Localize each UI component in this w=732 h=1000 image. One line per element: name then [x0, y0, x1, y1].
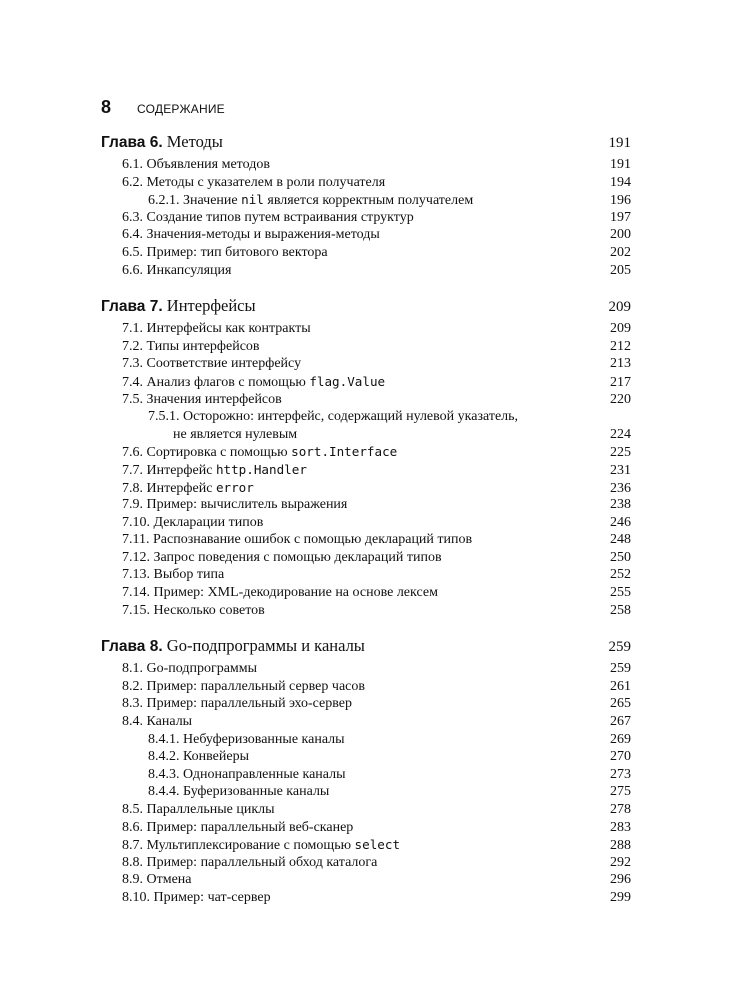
code-identifier: nil	[241, 192, 264, 208]
chapter-page-number: 191	[608, 135, 631, 151]
section-entry	[101, 819, 631, 837]
entry-title	[101, 531, 472, 549]
entry-text: Пример: тип битового вектора	[146, 244, 328, 260]
entry-page-number: 224	[610, 426, 631, 442]
chapter-heading	[101, 295, 631, 317]
entry-page-number: 225	[610, 445, 631, 461]
section-entry	[101, 660, 631, 678]
entry-text: Буферизованные каналы	[183, 784, 330, 800]
entry-page-number: 236	[610, 480, 631, 496]
entry-text: Интерфейс	[146, 480, 216, 496]
entry-title	[101, 695, 352, 713]
entry-number: 7.2.	[122, 338, 143, 354]
entry-page-number: 220	[610, 391, 631, 407]
entry-number: 7.9.	[122, 497, 143, 513]
entry-text: Пример: чат-сервер	[153, 889, 271, 905]
section-entry	[101, 174, 631, 192]
chapter-title-group	[101, 635, 365, 658]
entry-number: 7.13.	[122, 567, 150, 583]
entry-text: Небуферизованные каналы	[183, 731, 345, 747]
entry-text: является корректным получателем	[263, 193, 474, 209]
entry-title	[101, 713, 192, 731]
entry-number: 7.11.	[122, 532, 150, 548]
entry-title	[101, 854, 377, 872]
entry-page-number: 261	[610, 678, 631, 694]
section-entry	[101, 320, 631, 338]
entry-text: Декларации типов	[153, 514, 264, 530]
table-of-contents	[101, 131, 631, 907]
entry-page-number: 275	[610, 784, 631, 800]
entry-title	[101, 748, 249, 766]
entry-number: 7.4.	[122, 374, 143, 390]
entry-title	[101, 678, 365, 696]
section-entry	[101, 678, 631, 696]
entry-page-number: 217	[610, 374, 631, 390]
entry-number: 7.8.	[122, 480, 143, 496]
section-entry	[101, 695, 631, 713]
entry-page-number: 270	[610, 749, 631, 765]
page-number: 8	[101, 97, 112, 117]
chapter-title: Go-подпрограммы и каналы	[166, 636, 365, 656]
chapter-page-number: 209	[608, 299, 631, 316]
entry-text: Запрос поведения с помощью деклараций типов	[153, 549, 442, 565]
entry-text: Значение	[183, 193, 242, 209]
entry-page-number: 255	[610, 585, 631, 601]
entry-text: Методы с указателем в роли получателя	[146, 174, 386, 190]
subsection-entry	[101, 731, 631, 749]
entry-text: Соответствие интерфейсу	[146, 356, 302, 372]
entry-text: не является нулевым	[173, 426, 298, 442]
entry-title	[101, 889, 271, 907]
section-entry	[101, 854, 631, 872]
entry-number: 6.4.	[122, 227, 143, 243]
entry-page-number: 252	[610, 567, 631, 583]
entry-page-number: 212	[610, 338, 631, 354]
entry-page-number: 283	[610, 819, 631, 835]
entry-text: Интерфейсы как контракты	[146, 321, 311, 337]
entry-page-number: 278	[610, 802, 631, 817]
section-entry	[101, 496, 631, 514]
entry-text: Значения интерфейсов	[146, 391, 282, 407]
chapter-title-group	[101, 295, 256, 318]
entry-title	[101, 426, 297, 444]
entry-number: 8.1.	[122, 661, 143, 677]
subsection-entry	[101, 783, 631, 801]
entry-title	[101, 801, 275, 819]
entry-page-number: 299	[610, 889, 631, 905]
entry-page-number: 238	[610, 497, 631, 513]
section-entry	[101, 461, 631, 479]
entry-page-number: 246	[610, 514, 631, 530]
entry-title	[101, 209, 414, 227]
entry-title	[101, 566, 224, 584]
entry-text: Анализ флагов с помощью	[146, 374, 310, 390]
entry-text: Однонаправленные каналы	[183, 766, 346, 782]
section-entry	[101, 836, 631, 854]
entry-title	[101, 660, 257, 678]
entry-text: Пример: параллельный сервер часов	[146, 678, 365, 694]
entry-title	[101, 731, 345, 749]
section-entry	[101, 479, 631, 497]
section-entry	[101, 209, 631, 227]
entry-number: 7.6.	[122, 445, 143, 461]
entry-page-number: 231	[610, 462, 631, 478]
entry-page-number: 194	[610, 174, 631, 190]
entry-page-number: 197	[610, 209, 631, 225]
entry-number: 8.5.	[122, 802, 143, 817]
entry-page-number: 259	[610, 661, 631, 677]
section-entry	[101, 262, 631, 280]
entry-title	[101, 373, 385, 392]
section-entry	[101, 889, 631, 907]
entry-number: 8.7.	[122, 838, 143, 854]
entry-text: Осторожно: интерфейс, содержащий нулевой указатель,	[183, 409, 519, 425]
entry-title	[101, 174, 385, 192]
section-entry	[101, 156, 631, 174]
entry-text: Типы интерфейсов	[146, 338, 260, 354]
entry-text: Несколько советов	[153, 602, 265, 618]
section-entry	[101, 426, 631, 444]
section-entry	[101, 871, 631, 889]
entry-text: Создание типов путем встраивания структур	[146, 209, 414, 225]
entry-title	[101, 584, 438, 602]
entry-title	[101, 496, 347, 514]
subsection-entry	[101, 748, 631, 766]
entry-text: Объявления методов	[146, 157, 270, 172]
chapter-label: Глава 6.	[101, 134, 163, 151]
entry-page-number: 202	[610, 244, 631, 260]
entry-number: 7.10.	[122, 514, 150, 530]
entry-text: Пример: параллельный обход каталога	[146, 854, 378, 870]
entry-text: Каналы	[146, 714, 193, 730]
chapter-title: Методы	[166, 132, 223, 151]
entry-title	[101, 443, 397, 462]
entry-number: 7.5.	[122, 391, 143, 407]
section-entry	[101, 373, 631, 391]
entry-text: Параллельные циклы	[146, 802, 275, 817]
entry-number: 7.1.	[122, 321, 143, 337]
chapter-title-group	[101, 131, 223, 154]
chapter-label: Глава 7.	[101, 298, 163, 316]
entry-page-number: 267	[610, 714, 631, 730]
section-entry	[101, 549, 631, 567]
entry-title	[101, 156, 270, 174]
section-entry	[101, 355, 631, 373]
entry-title	[101, 355, 301, 373]
entry-page-number: 196	[610, 193, 631, 209]
entry-text: Пример: вычислитель выражения	[146, 497, 348, 513]
section-heading: СОДЕРЖАНИЕ	[137, 102, 225, 116]
entry-page-number: 191	[610, 157, 631, 172]
entry-page-number: 250	[610, 549, 631, 565]
section-entry	[101, 713, 631, 731]
entry-text: Сортировка с помощью	[146, 445, 292, 461]
chapter-heading	[101, 635, 631, 657]
entry-number: 7.7.	[122, 462, 143, 478]
entry-number: 8.10.	[122, 889, 150, 905]
entry-text: Отмена	[146, 872, 192, 888]
running-head	[101, 97, 225, 117]
entry-title	[101, 320, 311, 338]
entry-text: Выбор типа	[153, 567, 225, 583]
section-entry	[101, 801, 631, 819]
entry-title	[101, 338, 260, 356]
entry-page-number: 258	[610, 602, 631, 618]
entry-title	[101, 871, 192, 889]
entry-title	[101, 191, 473, 210]
section-entry	[101, 531, 631, 549]
entry-number: 8.8.	[122, 854, 143, 870]
entry-title	[101, 602, 265, 620]
entry-number: 8.4.3.	[148, 766, 180, 782]
entry-number: 7.12.	[122, 549, 150, 565]
entry-title	[101, 479, 254, 498]
section-entry	[101, 602, 631, 620]
entry-page-number: 292	[610, 854, 631, 870]
entry-title	[101, 226, 380, 244]
entry-number: 6.2.1.	[148, 193, 180, 209]
code-identifier: select	[354, 837, 401, 853]
entry-title	[101, 461, 307, 480]
entry-text: Инкапсуляция	[146, 262, 232, 278]
code-identifier: error	[215, 479, 254, 495]
subsection-entry	[101, 408, 631, 426]
subsection-entry	[101, 191, 631, 209]
entry-text: Распознавание ошибок с помощью деклараций типов	[152, 532, 473, 548]
entry-title	[101, 391, 282, 409]
entry-page-number: 213	[610, 356, 631, 372]
entry-title	[101, 408, 518, 426]
entry-number: 7.15.	[122, 602, 150, 618]
section-entry	[101, 391, 631, 409]
section-entry	[101, 338, 631, 356]
entry-number: 6.2.	[122, 174, 143, 190]
entry-text: Конвейеры	[183, 749, 249, 765]
chapter-title: Интерфейсы	[166, 296, 256, 316]
entry-title	[101, 766, 346, 784]
entry-title	[101, 514, 263, 532]
entry-number: 8.4.1.	[148, 731, 180, 747]
subsection-entry	[101, 766, 631, 784]
entry-text: Go-подпрограммы	[146, 661, 258, 677]
entry-number: 8.3.	[122, 696, 143, 712]
entry-text: Мультиплексирование с помощью	[146, 838, 355, 854]
section-entry	[101, 566, 631, 584]
chapter-heading	[101, 131, 631, 153]
entry-page-number: 273	[610, 766, 631, 782]
entry-text: Интерфейс	[146, 462, 216, 478]
entry-title	[101, 549, 442, 567]
entry-page-number: 205	[610, 262, 631, 278]
entry-page-number: 269	[610, 731, 631, 747]
entry-number: 7.5.1.	[148, 409, 180, 425]
code-identifier: flag.Value	[309, 373, 386, 389]
entry-number: 7.14.	[122, 585, 150, 601]
section-entry	[101, 226, 631, 244]
entry-page-number: 288	[610, 838, 631, 854]
entry-title	[101, 244, 328, 262]
section-entry	[101, 514, 631, 532]
entry-page-number: 200	[610, 227, 631, 243]
section-entry	[101, 584, 631, 602]
code-identifier: sort.Interface	[291, 444, 398, 460]
entry-number: 8.2.	[122, 678, 143, 694]
entry-page-number: 209	[610, 321, 631, 337]
entry-title	[101, 819, 353, 837]
entry-number: 6.6.	[122, 262, 143, 278]
entry-number: 6.5.	[122, 244, 143, 260]
entry-text: Пример: параллельный эхо-сервер	[146, 696, 352, 712]
entry-page-number: 265	[610, 696, 631, 712]
entry-title	[101, 783, 329, 801]
entry-number: 8.4.4.	[148, 784, 180, 800]
entry-number: 8.6.	[122, 819, 143, 835]
entry-title	[101, 262, 231, 280]
code-identifier: http.Handler	[215, 461, 307, 477]
chapter-label: Глава 8.	[101, 638, 163, 656]
entry-number: 6.1.	[122, 157, 143, 172]
entry-number: 8.4.2.	[148, 749, 180, 765]
entry-page-number: 296	[610, 872, 631, 888]
entry-page-number: 248	[610, 532, 631, 548]
entry-text: Пример: параллельный веб-сканер	[146, 819, 354, 835]
section-entry	[101, 244, 631, 262]
entry-text: Пример: XML-декодирование на основе лексем	[153, 585, 438, 601]
entry-number: 8.4.	[122, 714, 143, 730]
section-entry	[101, 443, 631, 461]
entry-number: 6.3.	[122, 209, 143, 225]
entry-title	[101, 836, 400, 855]
entry-number: 8.9.	[122, 872, 143, 888]
entry-text: Значения-методы и выражения-методы	[146, 227, 380, 243]
entry-number: 7.3.	[122, 356, 143, 372]
chapter-page-number: 259	[608, 639, 631, 656]
